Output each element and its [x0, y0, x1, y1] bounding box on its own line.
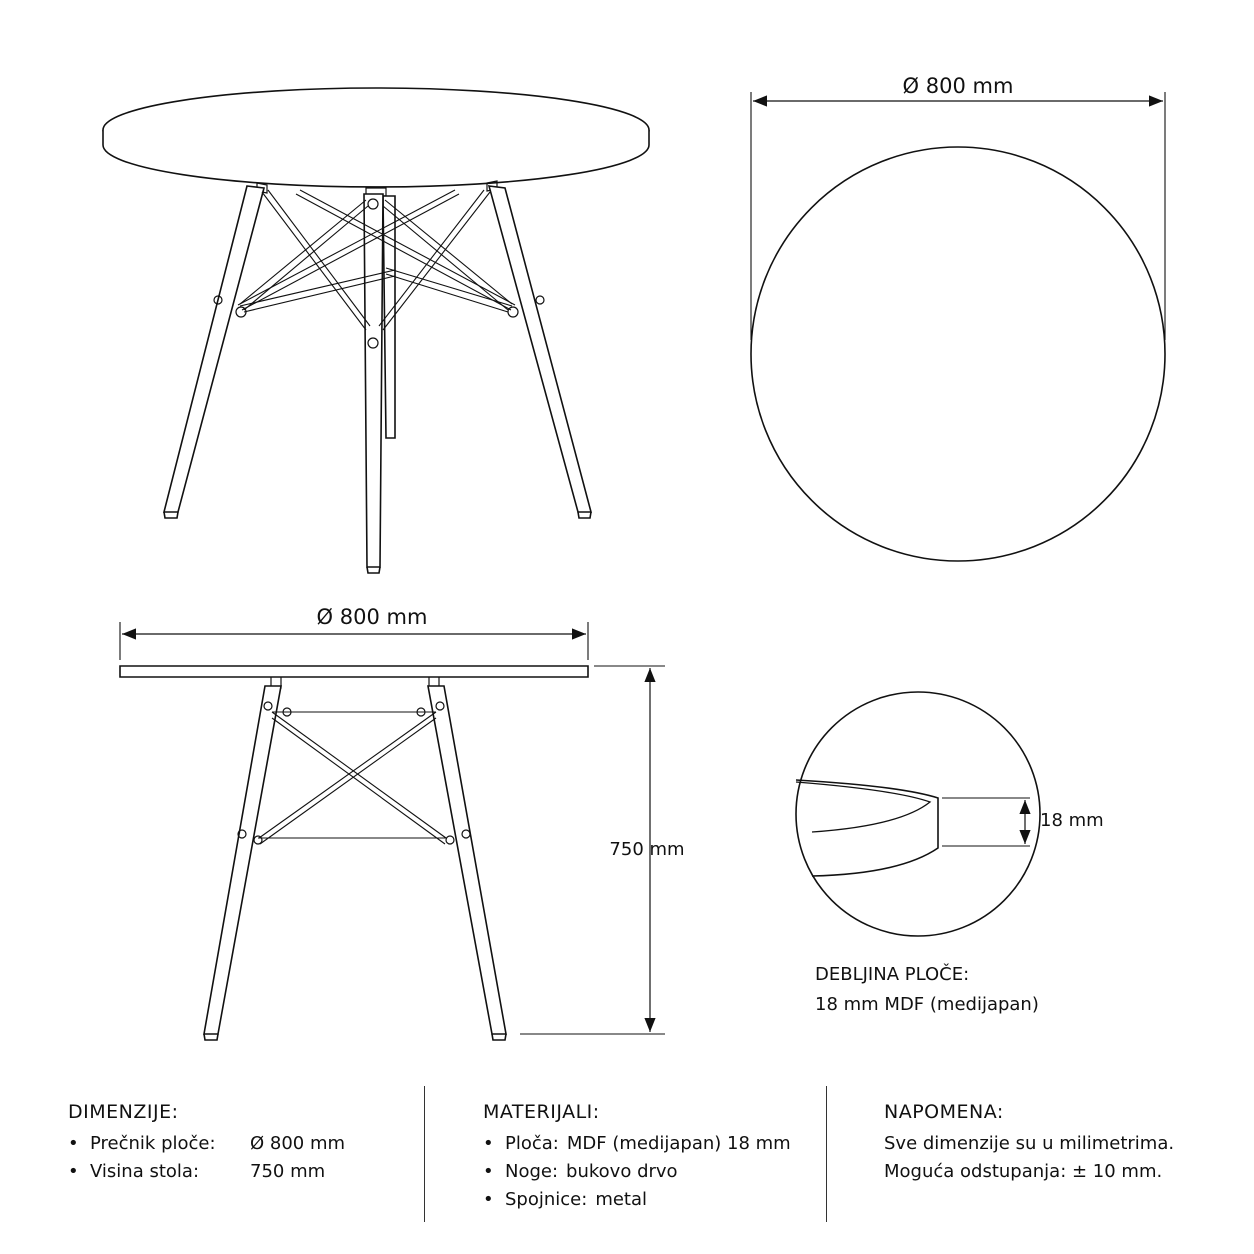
- note-section: [884, 1098, 1174, 1186]
- top-diameter-label: Ø 800 mm: [902, 74, 1014, 98]
- list-item: • Prečnik ploče: Ø 800 mm: [68, 1133, 346, 1154]
- thickness-label: 18 mm: [1040, 810, 1104, 831]
- column-divider: [424, 1086, 425, 1222]
- top-view: [751, 92, 1165, 561]
- dimensions-section: [68, 1098, 345, 1186]
- note-line: Sve dimenzije su u milimetrima.: [884, 1133, 1175, 1154]
- front-view: [120, 622, 665, 1040]
- list-item: • Noge: bukovo drvo: [483, 1161, 678, 1182]
- list-item: • Spojnice: metal: [483, 1189, 648, 1210]
- thickness-caption-line1: DEBLJINA PLOČE:: [815, 964, 970, 985]
- materials-title: MATERIJALI:: [483, 1101, 600, 1123]
- front-height-label: 750 mm: [609, 839, 685, 860]
- column-divider: [826, 1086, 827, 1222]
- front-width-label: Ø 800 mm: [316, 605, 428, 629]
- dimensions-title: DIMENZIJE:: [68, 1101, 179, 1123]
- list-item: • Visina stola: 750 mm: [68, 1161, 326, 1182]
- note-title: NAPOMENA:: [884, 1101, 1004, 1123]
- list-item: • Ploča: MDF (medijapan) 18 mm: [483, 1133, 791, 1154]
- perspective-view: [103, 88, 649, 573]
- thickness-detail: [796, 692, 1040, 936]
- thickness-caption-line2: 18 mm MDF (medijapan): [815, 994, 1039, 1015]
- materials-section: [483, 1098, 791, 1214]
- note-line: Moguća odstupanja: ± 10 mm.: [884, 1161, 1163, 1182]
